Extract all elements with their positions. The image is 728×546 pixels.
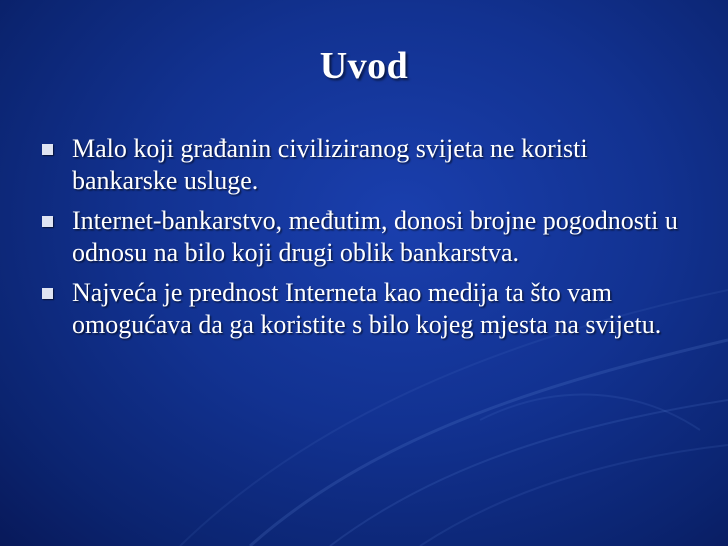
square-bullet-icon	[42, 288, 53, 299]
bullet-list	[36, 133, 686, 349]
slide-title: Uvod	[319, 45, 409, 87]
square-bullet-icon	[42, 144, 53, 155]
bullet-item	[36, 205, 686, 269]
bullet-item	[36, 277, 686, 341]
square-bullet-icon	[42, 216, 53, 227]
bullet-item	[36, 133, 686, 197]
bullet-text: Internet-bankarstvo, međutim, donosi brojne pogodnosti u odnosu na bilo koji drugi oblik bankarstva.	[72, 206, 678, 267]
bullet-text: Malo koji građanin civiliziranog svijeta ne koristi bankarske usluge.	[72, 134, 588, 195]
bullet-text: Najveća je prednost Interneta kao medija ta što vam omogućava da ga koristite s bilo kojeg mjesta na svijetu.	[72, 278, 662, 339]
